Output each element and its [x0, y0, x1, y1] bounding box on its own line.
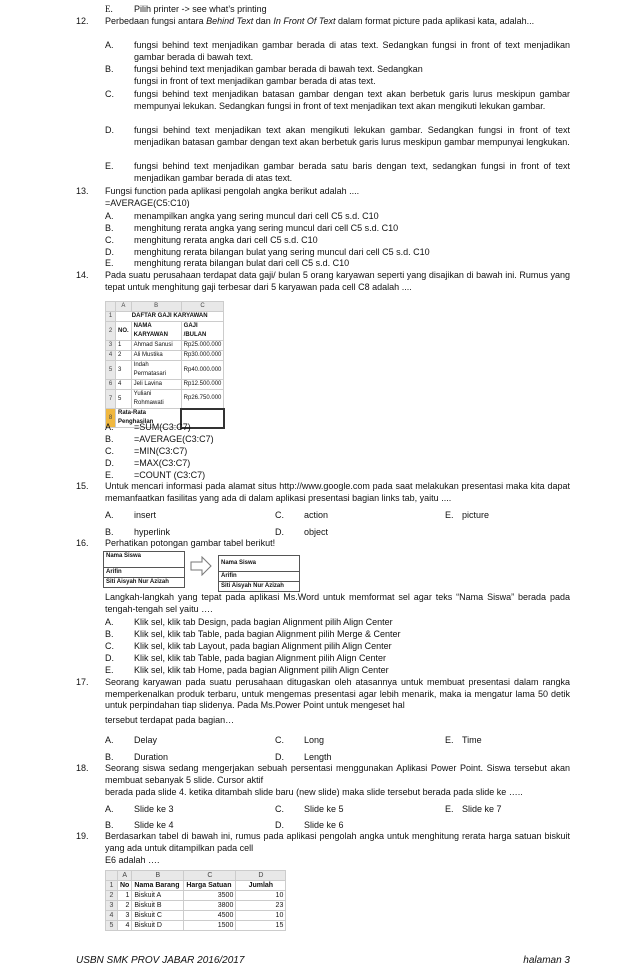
table-before: Nama Siswa Arifin Siti Aisyah Nur Azizah: [103, 551, 185, 588]
option-text: Pilih printer -> see what’s printing: [134, 4, 267, 14]
footer-page-number: halaman 3: [523, 955, 570, 966]
biscuit-spreadsheet: A B C D 1 No Nama Barang Harga Satuan Jumlah 2 1 Biskuit A 3500 10 3 2 Biskuit B 3800 23 4 3 Biskuit C 4500 10 5 4 Biskuit D 1500 15: [105, 870, 286, 931]
salary-spreadsheet: A B C 1 DAFTAR GAJI KARYAWAN 2 NO. NAMA KARYAWAN GAJI /BULAN 3 1 Ahmad Sanusi Rp25.000.000 4 2 Ali Mustika Rp30.000.000 5 3 Indah Permatasari Rp40.000.000 6 4 Jeli Lavina Rp12.500.000 7 5 Yuliani Rohmawati Rp26.750.000 8 Rata-Rata Penghasilan: [105, 301, 225, 429]
question-text: Perbedaan fungsi antara Behind Text dan In Front Of Text dalam format picture pada aplikasi kata, adalah...: [105, 16, 535, 26]
footer-left: USBN SMK PROV JABAR 2016/2017: [76, 955, 245, 966]
question-number: 12.: [76, 16, 89, 26]
option-letter: E.: [105, 4, 113, 14]
arrow-right-icon: [190, 556, 212, 576]
exam-page: E. Pilih printer -> see what’s printing 12. Perbedaan fungsi antara Behind Text dan In Front Of Text dalam format picture pada aplikasi kata, adalah... A. fungsi behind text menjadikan gambar berada di atas text. Sedangkan fungsi in front of text menjadikan gambar berada di bawah text. B. fungsi behind text menjadikan gambar berada di bawah text. Sedangkan fungsi in front of text menjadikan gambar berada di atas text. C. fungsi behind text menjadikan batasan gambar dengan text akan berbetuk garis lurus meskipun gambar mempunyai lekukan. Sedangkan fungsi in front of text menjadikan text akan mengikuti lekukan gambar. D. fungsi behind text menjadikan text akan mengikuti lekukan gambar. Sedangkan fungsi in front of text menjadikan batasan gambar dengan text akan berbetuk garis lurus meskipun gambar mempunyai lengkukan. E. fungsi behind text menjadikan gambar berada satu baris dengan text, sedangkan fungsi in front of text menjadikan gambar berada di atas text. 13. Fungsi function pada aplikasi pengolah angka berikut adalah .... =AVERAGE(C5:C10) A. menampilkan angka yang sering muncul dari cell C5 s.d. C10 B. menghitung rerata angka yang sering muncul dari cell C5 s.d. C10 C. menghitung rerata angka dari cell C5 s.d. C10 D. menghitung rerata bilangan bulat yang sering muncul dari cell C5 s.d. C10 E. menghitung rerata bilangan bulat dari cell C5 s.d. C10 14. Pada suatu perusahaan terdapat data gaji/ bulan 5 orang karyawan seperti yang disajikan di bawah ini. Rumus yang tepat untuk menghitung gaji terbesar dari 5 karyawan pada cell C8 adalah .... A B C 1 DAFTAR GAJI KARYAWAN 2 NO. NAMA KARYAWAN GAJI /BULAN 3 1 Ahmad Sanusi Rp25.000.000 4 2 Ali Mustika Rp30.000.000 5 3 Indah Permatasari Rp40.000.000 6 4 Jeli Lavina Rp12.500.000 7 5 Yuliani Rohmawati Rp26.750.000 8 Rata-Rata Penghasilan A. =SUM(C3:C7) B. =AVERAGE(C3:C7) C. =MIN(C3:C7) D. =MAX(C3:C7) E. =COUNT (C3:C7) 15. Untuk mencari informasi pada alamat situs http://www.google.com pada saat melakukan presentasi maka kita dapat memanfaatkan fasilitas yang ada di dalam aplikasi presentasi bagian links tab, yaitu .... A. insert C. action E. picture B. hyperlink D. object 16. Perhatikan potongan gambar tabel berikut! Nama Siswa Arifin Siti Aisyah Nur Azizah Nama Siswa Arifin Siti Aisyah Nur Azizah Langkah-langkah yang tepat pada aplikasi Ms.Word untuk memformat sel agar teks “Nama Siswa” berada pada tengah-tengah sel yaitu …. A. Klik sel, klik tab Design, pada bagian Alignment pilih Align Center B. Klik sel, klik tab Table, pada bagian Alignment pilih Merge & Center C. Klik sel, klik tab Layout, pada bagian Alignment pilih Align Center D. Klik sel, klik tab Table, pada bagian Alignment pilih Align Center E. Klik sel, klik tab Home, pada bagian Alignment pilih Align Center 17. Seorang karyawan pada suatu perusahaan ditugaskan oleh atasannya untuk membuat presentasi dalam rangka memperkenalkan produk terbaru, untuk mengemas presentasi agar lebih menarik, maka ia mengatur lama 50 detik untuk perpindahan tiap slidenya. Pada Ms.Power Point untuk mengeset hal tersebut terdapat pada bagian… A. Delay C. Long E. Time B. Duration D. Length 18. Seorang siswa sedang mengerjakan sebuah persentasi menggunakan Aplikasi Power Point. Siswa tersebut akan membuat sebanyak 5 slide. Cursor aktif berada pada slide 4. ketika ditambah slide baru (new slide) maka slide tersebut berada pada slide ke ….. A. Slide ke 3 C. Slide ke 5 E. Slide ke 7 B. Slide ke 4 D. Slide ke 6 19. Berdasarkan tabel di bawah ini, rumus pada aplikasi pengolah angka untuk menghitung rerata harga satuan biskuit yang ada untuk ditampilkan pada cell E6 adalah …. A B C D 1 No Nama Barang Harga Satuan Jumlah 2 1 Biskuit A 3500 10 3 2 Biskuit B 3800 23 4 3 Biskuit C 4500 10 5 4 Biskuit D 1500 15 USBN SMK PROV JABAR 2016/2017 halaman 3: [76, 4, 570, 966]
table-after: Nama Siswa Arifin Siti Aisyah Nur Azizah: [218, 555, 300, 592]
